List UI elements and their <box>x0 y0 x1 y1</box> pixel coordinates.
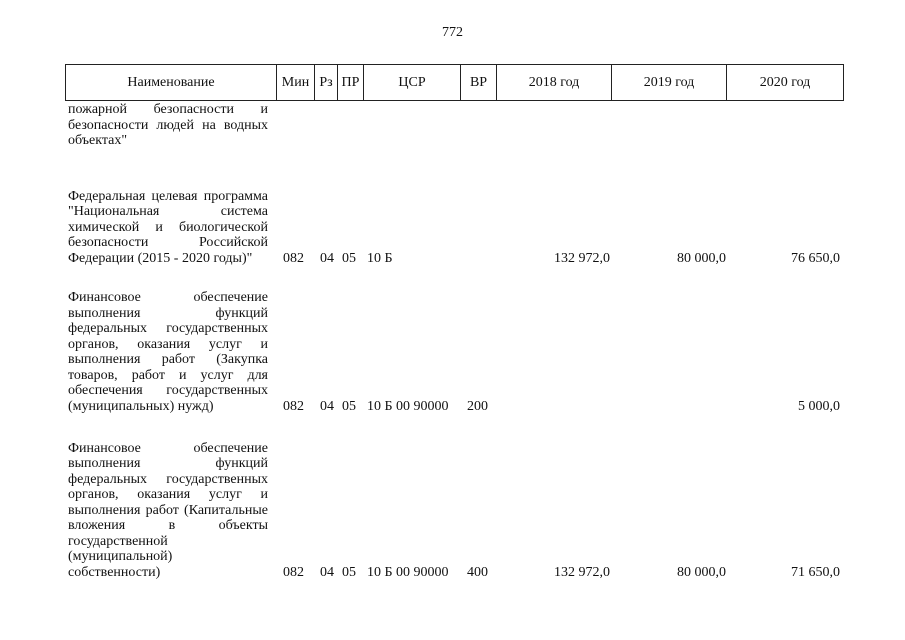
cell-pr: 05 <box>342 250 356 266</box>
page-number: 772 <box>442 25 463 40</box>
budget-table-body <box>65 102 843 580</box>
row-name: Финансовое обеспечение выполнения функций федеральных государственных органов, оказания услуг и выполнения работ (Закупка товаров, работ и услуг для обеспечения государственных (муниципальных) нужд) <box>68 290 268 414</box>
cell-2018: 132 972,0 <box>554 250 610 266</box>
cell-rz: 04 <box>320 564 334 580</box>
cell-min: 082 <box>283 250 304 266</box>
row-name: пожарной безопасности и безопасности людей на водных объектах" <box>68 102 268 148</box>
cell-csr: 10 Б <box>367 250 393 266</box>
header-2019: 2019 год <box>612 65 727 101</box>
cell-2019: 80 000,0 <box>677 564 726 580</box>
cell-vr: 200 <box>467 398 488 414</box>
cell-csr: 10 Б 00 90000 <box>367 564 449 580</box>
table-row <box>65 102 843 150</box>
cell-min: 082 <box>283 398 304 414</box>
cell-2019: 80 000,0 <box>677 250 726 266</box>
cell-csr: 10 Б 00 90000 <box>367 398 449 414</box>
header-min: Мин <box>277 65 315 101</box>
cell-2020: 5 000,0 <box>798 398 840 414</box>
table-row <box>65 282 843 414</box>
cell-rz: 04 <box>320 398 334 414</box>
cell-rz: 04 <box>320 250 334 266</box>
cell-pr: 05 <box>342 564 356 580</box>
header-vr: ВР <box>461 65 497 101</box>
table-row <box>65 168 843 266</box>
header-2020: 2020 год <box>727 65 844 101</box>
row-name: Финансовое обеспечение выполнения функций федеральных государственных органов, оказания услуг и выполнения работ (Капитальные вложения в объекты государственной (муниципальной) собственности) <box>68 440 268 580</box>
header-2018: 2018 год <box>497 65 612 101</box>
cell-2018: 132 972,0 <box>554 564 610 580</box>
header-rz: Рз <box>315 65 338 101</box>
header-pr: ПР <box>338 65 364 101</box>
row-name: Федеральная целевая программа "Национальная система химической и биологической безопасности Российской Федерации (2015 - 2020 годы)" <box>68 188 268 266</box>
cell-min: 082 <box>283 564 304 580</box>
cell-2020: 71 650,0 <box>791 564 840 580</box>
table-row <box>65 430 843 580</box>
cell-pr: 05 <box>342 398 356 414</box>
header-csr: ЦСР <box>364 65 461 101</box>
cell-2020: 76 650,0 <box>791 250 840 266</box>
budget-table-header <box>65 64 844 101</box>
header-name: Наименование <box>66 65 277 101</box>
cell-vr: 400 <box>467 564 488 580</box>
